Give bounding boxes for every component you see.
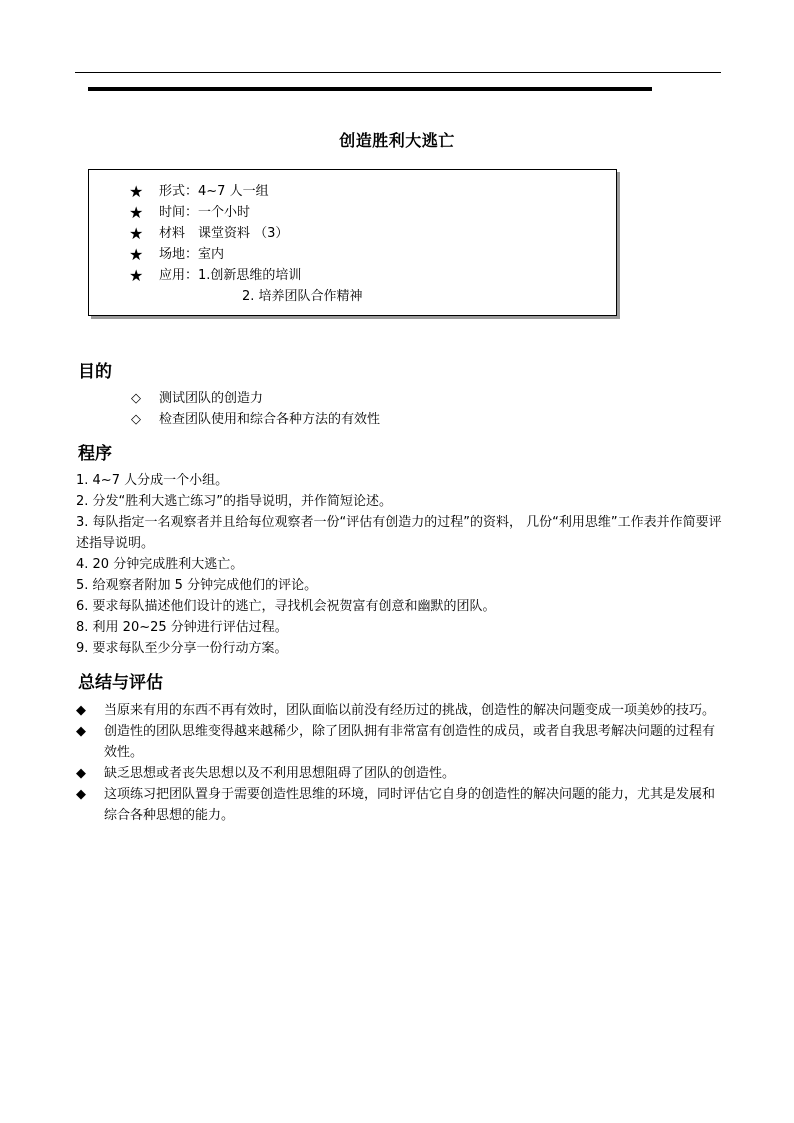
page-title: 创造胜利大逃亡 (339, 131, 455, 150)
list-item (131, 409, 380, 430)
star-icon: ★ (129, 245, 144, 264)
header-rule-thick (88, 87, 652, 91)
star-icon: ★ (129, 266, 144, 285)
list-item: 4. 20 分钟完成胜利大逃亡。 (76, 557, 244, 572)
list-item (76, 721, 724, 763)
list-item: 1. 4~7 人分成一个小组。 (76, 473, 229, 488)
info-text: 时间：一个小时 (159, 205, 251, 220)
diamond-bullet-icon: ◆ (76, 724, 86, 739)
summary-text: 创造性的团队思维变得越来越稀少，除了团队拥有非常富有创造性的成员，或者自我思考解决问题的过程有效性。 (104, 724, 716, 760)
star-icon: ★ (129, 203, 144, 222)
summary-text: 缺乏思想或者丧失思想以及不利用思想阻碍了团队的创造性。 (104, 766, 456, 781)
diamond-outline-icon: ◇ (131, 412, 141, 427)
section-heading-goals: 目的 (78, 362, 112, 382)
list-item (131, 388, 380, 409)
goal-text: 测试团队的创造力 (159, 391, 264, 406)
star-icon: ★ (129, 224, 144, 243)
list-item: 5. 给观察者附加 5 分钟完成他们的评论。 (76, 578, 318, 593)
section-heading-procedure: 程序 (78, 444, 112, 464)
diamond-bullet-icon: ◆ (76, 703, 86, 718)
list-item: 3. 每队指定一名观察者并且给每位观察者一份“评估有创造力的过程”的资料， 几份“利用思维”工作表并作简要评述指导说明。 (76, 515, 722, 551)
list-item: 9. 要求每队至少分享一份行动方案。 (76, 641, 288, 656)
diamond-outline-icon: ◇ (131, 391, 141, 406)
star-icon: ★ (129, 182, 144, 201)
info-item-application (129, 265, 363, 286)
goal-text: 检查团队使用和综合各种方法的有效性 (159, 412, 381, 427)
info-item-materials (129, 223, 363, 244)
summary-list (76, 700, 724, 826)
procedure-list (76, 470, 724, 659)
list-item: 2. 分发“胜利大逃亡练习”的指导说明，并作简短论述。 (76, 494, 393, 509)
info-text: 形式：4~7 人一组 (159, 184, 269, 199)
summary-text: 当原来有用的东西不再有效时，团队面临以前没有经历过的挑战，创造性的解决问题变成一项美妙的技巧。 (104, 703, 716, 718)
info-box (88, 169, 617, 316)
info-text: 材料 课堂资料 （3） (159, 226, 289, 241)
list-item (76, 784, 724, 826)
header-rule-thin (75, 72, 721, 73)
info-item-time (129, 202, 363, 223)
info-item-venue (129, 244, 363, 265)
list-item (76, 763, 724, 784)
info-list (129, 181, 363, 307)
goal-list (131, 388, 380, 430)
summary-text: 这项练习把团队置身于需要创造性思维的环境，同时评估它自身的创造性的解决问题的能力，尤其是发展和综合各种思想的能力。 (104, 787, 716, 823)
list-item (76, 700, 724, 721)
diamond-bullet-icon: ◆ (76, 787, 86, 802)
list-item: 6. 要求每队描述他们设计的逃亡，寻找机会祝贺富有创意和幽默的团队。 (76, 599, 496, 614)
info-text: 场地：室内 (159, 247, 225, 262)
list-item: 8. 利用 20~25 分钟进行评估过程。 (76, 620, 288, 635)
diamond-bullet-icon: ◆ (76, 766, 86, 781)
info-text: 应用：1.创新思维的培训 (159, 268, 302, 283)
section-heading-summary: 总结与评估 (78, 673, 163, 693)
info-item-application-continued: 2. 培养团队合作精神 (242, 289, 363, 304)
info-item-form (129, 181, 363, 202)
